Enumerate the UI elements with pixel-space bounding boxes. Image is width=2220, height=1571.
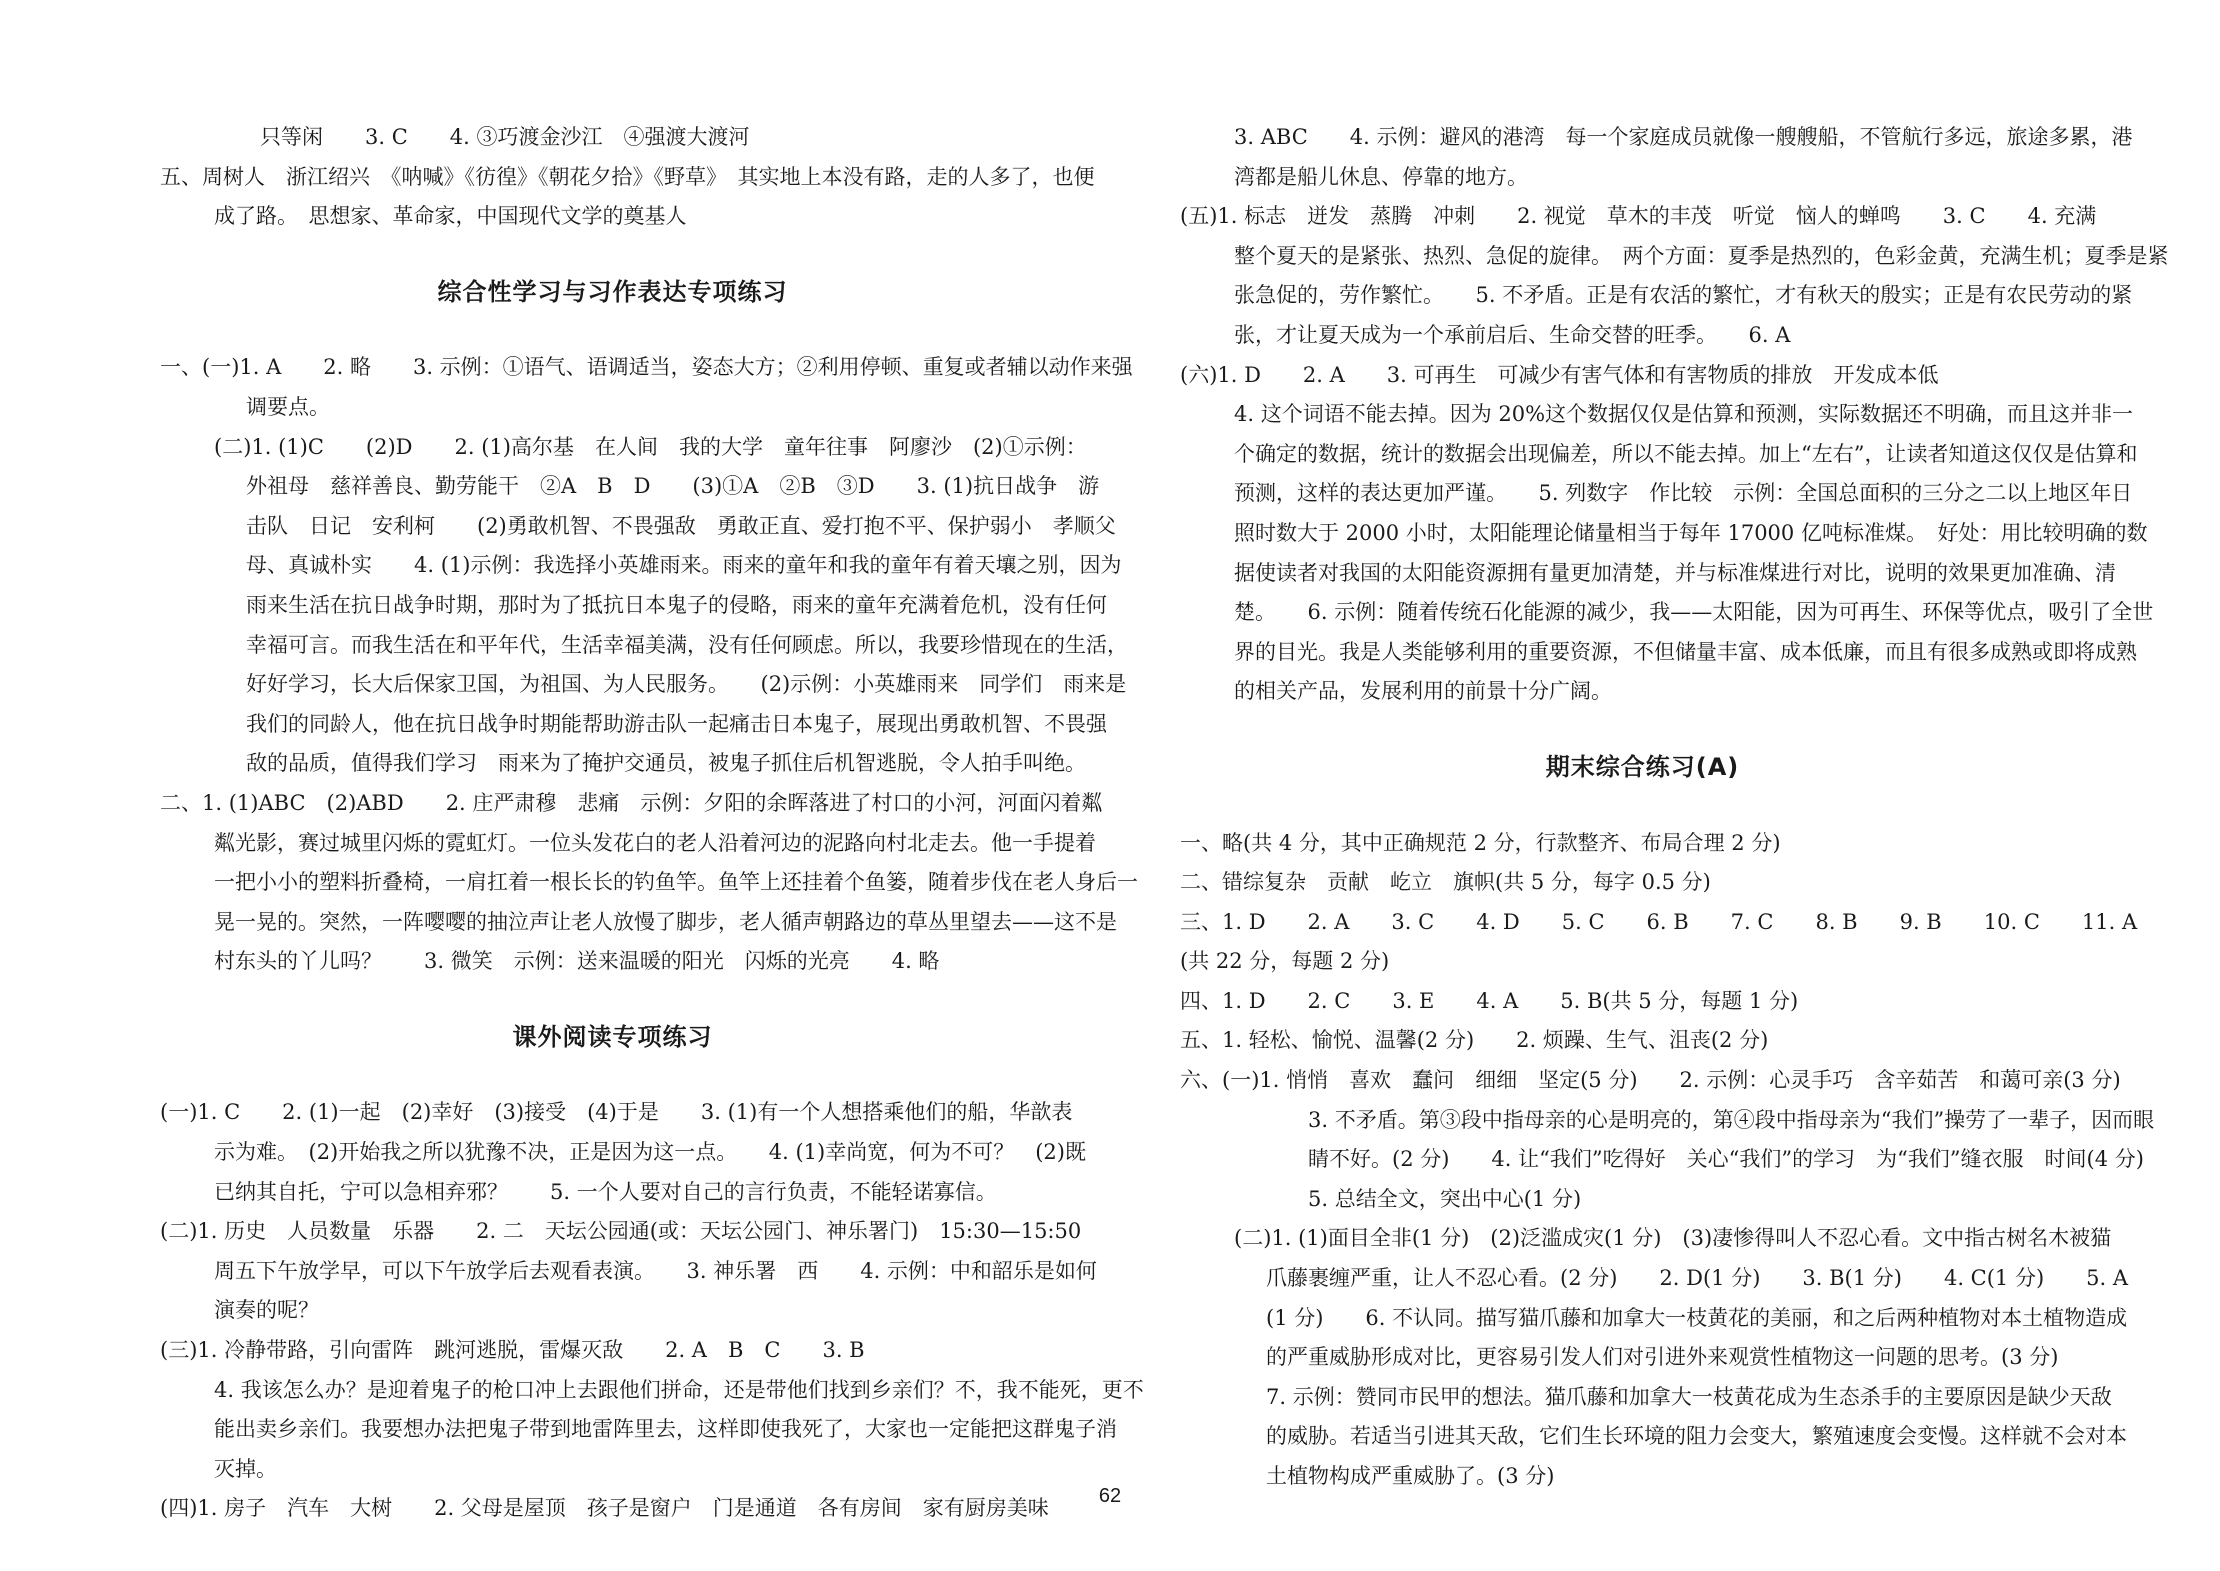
answer-line: 只等闲 3. C 4. ③巧渡金沙江 ④强渡大渡河 <box>260 125 750 149</box>
answer-line: 爪藤裹缠严重，让人不忍心看。(2 分) 2. D(1 分) 3. B(1 分) 4. C(1 分) 5. A <box>1266 1266 2129 1291</box>
answer-line: 晃一晃的。突然，一阵嘤嘤的抽泣声让老人放慢了脚步，老人循声朝路边的草丛里望去——这不是 <box>214 909 1117 934</box>
answer-line: 5. 总结全文，突出中心(1 分) <box>1308 1186 1582 1211</box>
answer-line: 四、1. D 2. C 3. E 4. A 5. B(共 5 分，每题 1 分) <box>1180 988 1799 1013</box>
answer-line: 我们的同龄人，他在抗日战争时期能帮助游击队一起痛击日本鬼子，展现出勇敢机智、不畏强 <box>246 711 1107 736</box>
answer-line: 张，才让夏天成为一个承前启后、生命交替的旺季。 6. A <box>1234 322 1791 347</box>
answer-line: 4. 这个词语不能去掉。因为 20%这个数据仅仅是估算和预测，实际数据还不明确，而且这并非一 <box>1234 402 2134 427</box>
answer-line: 灭掉。 <box>214 1456 277 1481</box>
answer-line: 4. 我该怎么办？是迎着鬼子的枪口冲上去跟他们拼命，还是带他们找到乡亲们？不，我不能死，更不 <box>214 1377 1144 1402</box>
section-gap <box>160 982 1065 1018</box>
section-gap <box>160 237 1065 273</box>
section-heading: 综合性学习与习作表达专项练习 <box>437 277 788 306</box>
answer-line: 的威胁。若适当引进其天敌，它们生长环境的阻力会变大，繁殖速度会变慢。这样就不会对本 <box>1266 1424 2127 1449</box>
answer-line: 整个夏天的是紧张、热烈、急促的旋律。 两个方面：夏季是热烈的，色彩金黄，充满生机；夏季是紧 <box>1234 243 2169 268</box>
answer-line: 演奏的呢？ <box>214 1298 319 1323</box>
answer-line: (六)1. D 2. A 3. 可再生 可减少有害气体和有害物质的排放 开发成本低 <box>1180 362 1939 387</box>
answer-line: 母、真诚朴实 4. (1)示例：我选择小英雄雨来。雨来的童年和我的童年有着天壤之别，因为 <box>246 553 1122 578</box>
answer-line: 张急促的，劳作繁忙。 5. 不矛盾。正是有农活的繁忙，才有秋天的殷实；正是有农民劳动的紧 <box>1234 283 2133 308</box>
answer-line: 界的目光。我是人类能够利用的重要资源，不但储量丰富、成本低廉，而且有很多成熟或即将成熟 <box>1234 639 2137 664</box>
answer-line: 敌的品质，值得我们学习 雨来为了掩护交通员，被鬼子抓住后机智逃脱，令人拍手叫绝。 <box>246 751 1086 776</box>
answer-line: (三)1. 冷静带路，引向雷阵 跳河逃脱，雷爆灭敌 2. A B C 3. B <box>160 1338 865 1363</box>
answer-line: 外祖母 慈祥善良、勤劳能干 ②A B D (3)①A ②B ③D 3. (1)抗日战争 游 <box>246 474 1100 499</box>
section-gap <box>160 312 1065 348</box>
section-heading: 期末综合练习(A) <box>1545 752 1740 781</box>
answer-line: 照时数大于 2000 小时，太阳能理论储量相当于每年 17000 亿吨标准煤。 好处：用比较明确的数 <box>1234 520 2148 545</box>
section-gap <box>1180 712 2105 748</box>
answer-line: 一、(一)1. A 2. 略 3. 示例：①语气、语调适当，姿态大方；②利用停顿、重复或者辅以动作来强 <box>160 355 1133 380</box>
answer-line: 五、周树人 浙江绍兴 《呐喊》《彷徨》《朝花夕拾》《野草》 其实地上本没有路，走的人多了，也便 <box>160 164 1095 189</box>
answer-line: (五)1. 标志 迸发 蒸腾 冲刺 2. 视觉 草木的丰茂 听觉 恼人的蝉鸣 3. C 4. 充满 <box>1180 204 2097 229</box>
answer-line: 楚。 6. 示例：随着传统石化能源的减少，我——太阳能，因为可再生、环保等优点，吸引了全世 <box>1234 600 2154 625</box>
answer-line: 六、(一)1. 悄悄 喜欢 蠢问 细细 坚定(5 分) 2. 示例：心灵手巧 含辛茹苦 和蔼可亲(3 分) <box>1180 1068 2121 1093</box>
answer-line: (共 22 分，每题 2 分) <box>1180 949 1390 974</box>
answer-line: 示为难。 (2)开始我之所以犹豫不决，正是因为这一点。 4. (1)幸尚宽，何为不可？ (2)既 <box>214 1140 1086 1165</box>
answer-line: 击队 日记 安利柯 (2)勇敢机智、不畏强敌 勇敢正直、爱打抱不平、保护弱小 孝顺父 <box>246 513 1116 538</box>
section-gap <box>160 1057 1065 1093</box>
answer-line: 粼光影，赛过城里闪烁的霓虹灯。一位头发花白的老人沿着河边的泥路向村北走去。他一手提着 <box>214 830 1096 855</box>
answer-line: (二)1. 历史 人员数量 乐器 2. 二 天坛公园通(或：天坛公园门、神乐署门) 15:30—15:50 <box>160 1219 1082 1244</box>
answer-line: 五、1. 轻松、愉悦、温馨(2 分) 2. 烦躁、生气、沮丧(2 分) <box>1180 1028 1769 1053</box>
answer-line: 预测，这样的表达更加严谨。 5. 列数字 作比较 示例：全国总面积的三分之二以上地区年日 <box>1234 481 2133 506</box>
section-heading: 课外阅读专项练习 <box>512 1022 713 1051</box>
answer-line: (二)1. (1)面目全非(1 分) (2)泛滥成灾(1 分) (3)凄惨得叫人不忍心看。文中指古树名木被猫 <box>1234 1226 2112 1251</box>
answer-line: 土植物构成严重威胁了。(3 分) <box>1266 1464 1555 1488</box>
answer-line: 幸福可言。而我生活在和平年代，生活幸福美满，没有任何顾虑。所以，我要珍惜现在的生活， <box>246 632 1128 657</box>
answer-line: 7. 示例：赞同市民甲的想法。猫爪藤和加拿大一枝黄花成为生态杀手的主要原因是缺少天敌 <box>1266 1384 2112 1409</box>
answer-line: (1 分) 6. 不认同。描写猫爪藤和加拿大一枝黄花的美丽，和之后两种植物对本土植物造成 <box>1266 1305 2128 1330</box>
answer-line: (一)1. C 2. (1)一起 (2)幸好 (3)接受 (4)于是 3. (1)有一个人想搭乘他们的船，华歆表 <box>160 1100 1073 1125</box>
answer-line: 好好学习，长大后保家卫国，为祖国、为人民服务。 (2)示例：小英雄雨来 同学们 雨来是 <box>246 672 1127 697</box>
answer-line: 雨来生活在抗日战争时期，那时为了抵抗日本鬼子的侵略，雨来的童年充满着危机，没有任何 <box>246 592 1107 617</box>
answer-line: 能出卖乡亲们。我要想办法把鬼子带到地雷阵里去，这样即使我死了，大家也一定能把这群鬼子消 <box>214 1417 1117 1442</box>
answer-line: 二、错综复杂 贡献 屹立 旗帜(共 5 分，每字 0.5 分) <box>1180 870 1711 895</box>
answer-line: 村东头的丫儿吗？ 3. 微笑 示例：送来温暖的阳光 闪烁的光亮 4. 略 <box>214 949 940 974</box>
answer-line: 睛不好。(2 分) 4. 让“我们”吃得好 关心“我们”的学习 为“我们”缝衣服 时间(4 分) <box>1308 1147 2144 1172</box>
answer-line: 的相关产品，发展利用的前景十分广阔。 <box>1234 679 1612 704</box>
answer-line: 个确定的数据，统计的数据会出现偏差，所以不能去掉。加上“左右”，让读者知道这仅仅是估算和 <box>1234 441 2138 466</box>
page-number: 62 <box>1098 1485 1122 1507</box>
answer-line: 3. ABC 4. 示例：避风的港湾 每一个家庭成员就像一艘艘船，不管航行多远，旅途多累，港 <box>1234 125 2133 149</box>
answer-line: (二)1. (1)C (2)D 2. (1)高尔基 在人间 我的大学 童年往事 阿廖沙 (2)①示例： <box>214 434 1087 459</box>
answer-line: 三、1. D 2. A 3. C 4. D 5. C 6. B 7. C 8. B 9. B 10. C 11. A <box>1180 909 2138 934</box>
answer-line: (四)1. 房子 汽车 大树 2. 父母是屋顶 孩子是窗户 门是通道 各有房间 家有厨房美味 <box>160 1496 1049 1521</box>
answer-line: 湾都是船儿休息、停靠的地方。 <box>1234 164 1528 189</box>
answer-line: 调要点。 <box>246 394 330 419</box>
right-column <box>1180 118 2169 1497</box>
answer-line: 一把小小的塑料折叠椅，一肩扛着一根长长的钓鱼竿。鱼竿上还挂着个鱼篓，随着步伐在老人身后一 <box>214 870 1138 895</box>
answer-line: 周五下午放学早，可以下午放学后去观看表演。 3. 神乐署 西 4. 示例：中和韶乐是如何 <box>214 1258 1097 1283</box>
answer-line: 已纳其自托，宁可以急相弃邪？ 5. 一个人要对自己的言行负责，不能轻诺寡信。 <box>214 1179 997 1204</box>
answer-line: 的严重威胁形成对比，更容易引发人们对引进外来观赏性植物这一问题的思考。(3 分) <box>1266 1345 2059 1370</box>
answer-line: 二、1. (1)ABC (2)ABD 2. 庄严肃穆 悲痛 示例：夕阳的余晖落进了村口的小河，河面闪着粼 <box>160 790 1103 815</box>
answer-line: 成了路。 思想家、革命家，中国现代文学的奠基人 <box>214 204 687 229</box>
section-gap <box>1180 788 2105 824</box>
answer-line: 3. 不矛盾。第③段中指母亲的心是明亮的，第④段中指母亲为“我们”操劳了一辈子，因而眼 <box>1308 1107 2155 1132</box>
answer-line: 据使读者对我国的太阳能资源拥有量更加清楚，并与标准煤进行对比，说明的效果更加准确、清 <box>1234 560 2116 585</box>
answer-line: 一、略(共 4 分，其中正确规范 2 分，行款整齐、布局合理 2 分) <box>1180 830 1781 855</box>
